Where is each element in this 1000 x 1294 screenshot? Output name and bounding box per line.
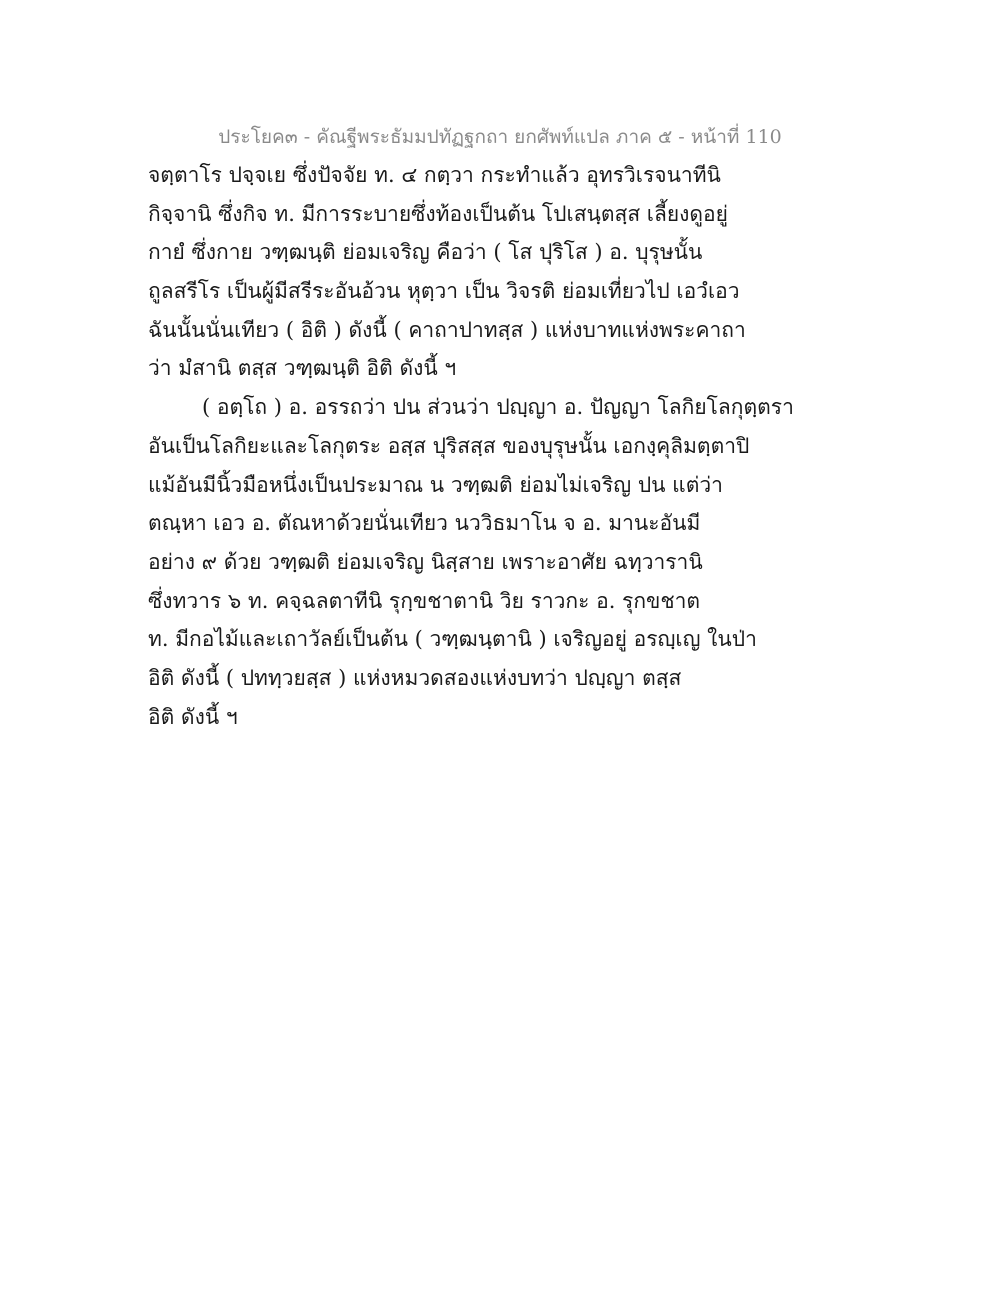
text-line: อันเป็นโลกิยะและโลกุตระ อสฺส ปุริสสฺส ของบุรุษนั้น เอกงฺคุลิมตฺตาปิ	[148, 433, 750, 458]
body-text	[148, 156, 868, 736]
running-header: ประโยค๓ - คัณฐีพระธัมมปทัฏฐกถา ยกศัพท์แปล ภาค ๕ - หน้าที่ 110	[218, 126, 782, 148]
text-line: ซึ่งทวาร ๖ ท. คจฺฉลตาทีนิ รุกฺขชาตานิ วิย ราวกะ อ. รุกขชาต	[148, 588, 701, 613]
text-line: แม้อันมีนิ้วมือหนึ่งเป็นประมาณ น วฑฺฒติ ย่อมไม่เจริญ ปน แต่ว่า	[148, 472, 723, 497]
text-line: ถูลสรีโร เป็นผู้มีสรีระอันอ้วน หุตฺวา เป็น วิจรติ ย่อมเที่ยวไป เอวํเอว	[148, 279, 740, 304]
text-line: กายํ ซึ่งกาย วฑฺฒนฺติ ย่อมเจริญ คือว่า ( โส ปุริโส ) อ. บุรุษนั้น	[148, 240, 703, 265]
text-line: ท. มีกอไม้และเถาวัลย์เป็นต้น ( วฑฺฒนฺตานิ ) เจริญอยู่ อรญฺเญ ในป่า	[148, 627, 757, 652]
text-line: ว่า มํสานิ ตสฺส วฑฺฒนฺติ อิติ ดังนี้ ฯ	[148, 356, 457, 381]
paragraph-start-line: ( อตฺโถ ) อ. อรรถว่า ปน ส่วนว่า ปญฺญา อ. ปัญญา โลกิยโลกุตฺตรา	[202, 395, 794, 420]
text-line: อิติ ดังนี้ ( ปททฺวยสฺส ) แห่งหมวดสองแห่งบทว่า ปญฺญา ตสฺส	[148, 665, 682, 690]
text-line: ฉันนั้นนั่นเทียว ( อิติ ) ดังนี้ ( คาถาปาทสฺส ) แห่งบาทแห่งพระคาถา	[148, 317, 746, 342]
text-line: อิติ ดังนี้ ฯ	[148, 704, 238, 729]
text-line: กิจฺจานิ ซึ่งกิจ ท. มีการระบายซึ่งท้องเป็นต้น โปเสนฺตสฺส เลี้ยงดูอยู่	[148, 201, 728, 226]
text-line: จตฺตาโร ปจฺจเย ซึ่งปัจจัย ท. ๔ กตฺวา กระทำแล้ว อุทรวิเรจนาทีนิ	[148, 163, 721, 187]
text-line: อย่าง ๙ ด้วย วฑฺฒติ ย่อมเจริญ นิสฺสาย เพราะอาศัย ฉทฺวารานิ	[148, 549, 703, 574]
text-line: ตณฺหา เอว อ. ตัณหาด้วยนั่นเทียว นววิธมาโน จ อ. มานะอันมี	[148, 511, 701, 536]
